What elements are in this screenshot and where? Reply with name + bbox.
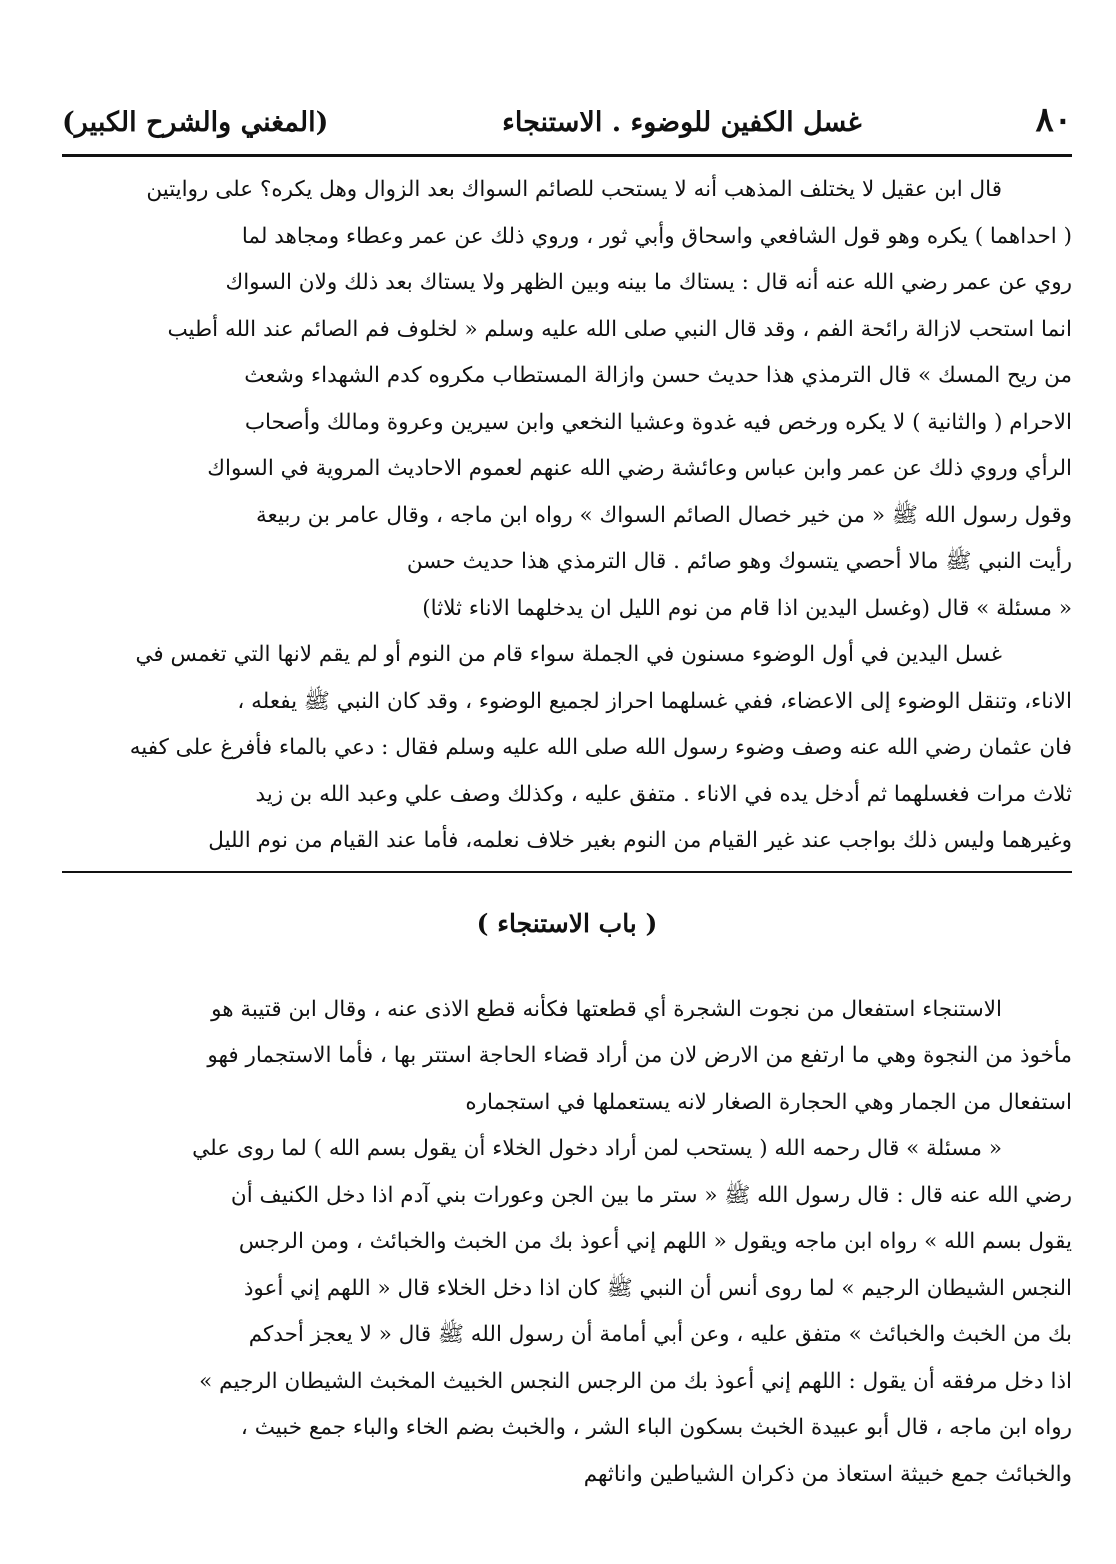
text-line: الاحرام ( والثانية ) لا يكره ورخص فيه غدوة وعشيا النخعي وابن سيرين وعروة ومالك وأصحاب bbox=[244, 409, 1072, 435]
text-line: الاناء، وتنقل الوضوء إلى الاعضاء، ففي غسلهما احراز لجميع الوضوء ، وقد كان النبي ﷺ يفعله ، bbox=[237, 688, 1072, 714]
text-line: فان عثمان رضي الله عنه وصف وضوء رسول الله صلى الله عليه وسلم فقال : دعي بالماء فأفرغ على كفيه bbox=[129, 735, 1072, 760]
text-line: وقول رسول الله ﷺ « من خير خصال الصائم السواك » رواه ابن ماجه ، وقال عامر بن ربيعة bbox=[256, 502, 1072, 528]
text-line: بك من الخبث والخبائث » متفق عليه ، وعن أبي أمامة أن رسول الله ﷺ قال « لا يعجز أحدكم bbox=[248, 1322, 1072, 1347]
text-line: الاستنجاء استفعال من نجوت الشجرة أي قطعتها فكأنه قطع الاذى عنه ، وقال ابن قتيبة هو bbox=[211, 996, 1002, 1022]
text-line: مأخوذ من النجوة وهي ما ارتفع من الارض لان من أراد قضاء الحاجة استتر بها ، فأما الاستجمار فهو bbox=[207, 1043, 1072, 1068]
text-line: قال ابن عقيل لا يختلف المذهب أنه لا يستحب للصائم السواك بعد الزوال وهل يكره؟ على روايتين bbox=[146, 177, 1002, 202]
text-line: « مسئلة » قال رحمه الله ( يستحب لمن أراد دخول الخلاء أن يقول بسم الله ) لما روى علي bbox=[192, 1136, 1002, 1161]
section-title: ( باب الاستنجاء ) bbox=[476, 908, 658, 938]
text-line: ( احداهما ) يكره وهو قول الشافعي واسحاق وأبي ثور ، وروي ذلك عن عمر وعطاء ومجاهد لما bbox=[241, 223, 1072, 249]
text-line: انما استحب لازالة رائحة الفم ، وقد قال النبي صلى الله عليه وسلم « لخلوف فم الصائم عند الله أطيب bbox=[167, 316, 1072, 342]
text-line: الرأي وروي ذلك عن عمر وابن عباس وعائشة رضي الله عنهم لعموم الاحاديث المروية في السواك bbox=[207, 456, 1072, 481]
text-line: رأيت النبي ﷺ مالا أحصي يتسوك وهو صائم . قال الترمذي هذا حديث حسن bbox=[406, 549, 1072, 574]
text-line: من ريح المسك » قال الترمذي هذا حديث حسن وازالة المستطاب مكروه كدم الشهداء وشعث bbox=[244, 363, 1072, 388]
text-line: اذا دخل مرفقه أن يقول : اللهم إني أعوذ بك من الرجس النجس الخبيث المخبث الشيطان الرجيم » bbox=[199, 1368, 1072, 1394]
section-two bbox=[62, 632, 1072, 865]
book-title: (المغني والشرح الكبير) bbox=[62, 107, 329, 138]
text-line: غسل اليدين في أول الوضوء مسنون في الجملة سواء قام من النوم أو لم يقم لانها التي تغمس في bbox=[135, 642, 1002, 667]
text-line: والخبائث جمع خبيثة استعاذ من ذكران الشياطين واناثهم bbox=[583, 1461, 1072, 1487]
text-line: وغيرهما وليس ذلك بواجب عند غير القيام من النوم بغير خلاف نعلمه، فأما عند القيام من نوم الليل bbox=[208, 828, 1072, 853]
text-line: استفعال من الجمار وهي الحجارة الصغار لانه يستعملها في استجماره bbox=[465, 1089, 1072, 1115]
page-number: ٨٠ bbox=[1035, 100, 1072, 140]
text-line: رواه ابن ماجه ، قال أبو عبيدة الخبث بسكون الباء الشر ، والخبث بضم الخاء والباء جمع خبيث ، bbox=[240, 1415, 1072, 1440]
text-line: « مسئلة » قال (وغسل اليدين اذا قام من نوم الليل ان يدخلهما الاناء ثلاثا) bbox=[422, 595, 1072, 621]
page-header bbox=[62, 100, 1072, 152]
section-divider bbox=[62, 871, 1072, 873]
header-rule bbox=[62, 154, 1072, 157]
text-line: روي عن عمر رضي الله عنه أنه قال : يستاك ما بينه وبين الظهر ولا يستاك بعد ذلك ولان السواك bbox=[225, 270, 1072, 295]
section-three bbox=[62, 987, 1072, 1499]
book-page bbox=[62, 100, 1072, 1498]
text-line: رضي الله عنه قال : قال رسول الله ﷺ « ستر ما بين الجن وعورات بني آدم اذا دخل الكنيف أن bbox=[230, 1182, 1072, 1208]
chapter-title: غسل الكفين للوضوء . الاستنجاء bbox=[502, 107, 862, 138]
text-line: يقول بسم الله » رواه ابن ماجه ويقول « اللهم إني أعوذ بك من الخبث والخبائث ، ومن الرجس bbox=[238, 1229, 1072, 1254]
section-one bbox=[62, 167, 1072, 632]
text-line: النجس الشيطان الرجيم » لما روى أنس أن النبي ﷺ كان اذا دخل الخلاء قال « اللهم إني أعوذ bbox=[243, 1275, 1072, 1301]
text-line: ثلاث مرات فغسلهما ثم أدخل يده في الاناء . متفق عليه ، وكذلك وصف علي وعبد الله بن زيد bbox=[255, 781, 1072, 807]
